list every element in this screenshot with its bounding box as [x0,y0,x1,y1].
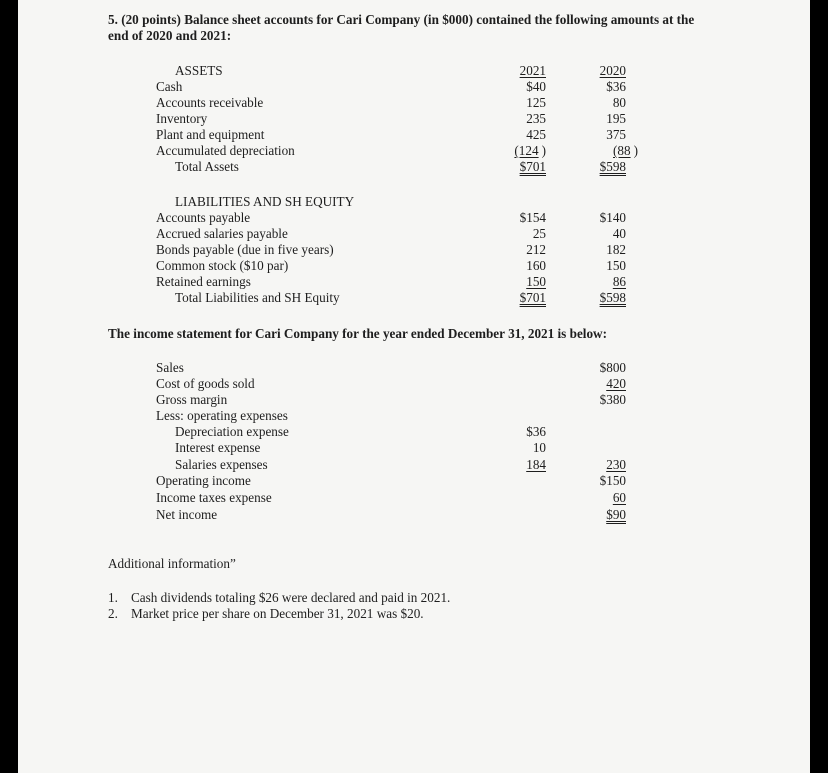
additional-item-num: 1. [108,590,118,605]
is-cogs-right: 420 [606,376,626,391]
liab-common-2021: 160 [526,258,546,273]
asset-ar-2020: 80 [612,95,626,110]
is-label-gross: Gross margin [156,392,228,407]
liab-salaries-2021: 25 [532,226,546,241]
liab-ap-2020: $140 [599,210,626,225]
asset-label-total: Total Assets [175,159,239,174]
liab-bonds-2020: 182 [606,242,626,257]
asset-cash-2020: $36 [606,79,626,94]
asset-total-2021: $701 [519,159,546,174]
is-operating-right: $150 [599,473,626,488]
problem-line-1: 5. (20 points) Balance sheet accounts for Cari Company (in $000) contained the following amounts at the [108,12,695,27]
asset-cash-2021: $40 [526,79,546,94]
additional-item-text: Cash dividends totaling $26 were declared and paid in 2021. [131,590,451,605]
accum-dep-2020-value: (88 [613,143,631,158]
document-page [18,0,810,773]
liab-total-2020: $598 [599,290,626,305]
accum-dep-2020-close: ) [633,143,638,158]
additional-item-text: Market price per share on December 31, 2021 was $20. [131,606,424,621]
asset-accum-dep-2021 [486,143,546,159]
is-taxes-right: 60 [612,490,626,505]
liab-label-common: Common stock ($10 par) [156,258,289,273]
is-label-cogs: Cost of goods sold [156,376,255,391]
is-label-depreciation: Depreciation expense [175,424,289,439]
liab-bonds-2021: 212 [526,242,546,257]
income-intro: The income statement for Cari Company for the year ended December 31, 2021 is below: [108,326,607,341]
asset-accum-dep-2020 [566,143,638,159]
liab-label-retained: Retained earnings [156,274,251,289]
is-label-net: Net income [156,507,218,522]
liab-label-total: Total Liabilities and SH Equity [175,290,340,305]
liab-common-2020: 150 [606,258,626,273]
asset-inventory-2020: 195 [606,111,626,126]
additional-heading: Additional information” [108,556,236,571]
is-interest-mid: 10 [532,440,546,455]
col-header-2021: 2021 [519,63,546,78]
additional-item-num: 2. [108,606,118,621]
is-label-taxes: Income taxes expense [156,490,272,505]
is-label-salaries: Salaries expenses [175,457,268,472]
asset-label-plant: Plant and equipment [156,127,265,142]
liab-salaries-2020: 40 [612,226,626,241]
liab-retained-2021: 150 [526,274,546,289]
is-label-sales: Sales [156,360,184,375]
liab-label-bonds: Bonds payable (due in five years) [156,242,334,257]
asset-label-inventory: Inventory [156,111,208,126]
liab-retained-2020: 86 [612,274,626,289]
liab-heading: LIABILITIES AND SH EQUITY [175,194,355,209]
problem-line-2: end of 2020 and 2021: [108,28,232,43]
is-label-less-opex: Less: operating expenses [156,408,288,423]
asset-inventory-2021: 235 [526,111,546,126]
asset-ar-2021: 125 [526,95,546,110]
is-sales-right: $800 [599,360,626,375]
liab-ap-2021: $154 [519,210,546,225]
asset-label-accum-dep: Accumulated depreciation [156,143,295,158]
asset-plant-2021: 425 [526,127,546,142]
is-salaries-mid: 184 [526,457,546,472]
is-gross-right: $380 [599,392,626,407]
is-depreciation-mid: $36 [526,424,546,439]
col-header-2020: 2020 [599,63,626,78]
asset-total-2020: $598 [599,159,626,174]
liab-label-salaries: Accrued salaries payable [156,226,288,241]
asset-label-ar: Accounts receivable [156,95,264,110]
asset-label-cash: Cash [156,79,183,94]
accum-dep-2021-value: (124 [514,143,539,158]
liab-label-ap: Accounts payable [156,210,251,225]
is-label-interest: Interest expense [175,440,261,455]
liab-total-2021: $701 [519,290,546,305]
is-net-right: $90 [606,507,626,522]
accum-dep-2021-close: ) [541,143,546,158]
is-salaries-right: 230 [606,457,626,472]
assets-heading: ASSETS [175,63,223,78]
asset-plant-2020: 375 [606,127,626,142]
is-label-operating: Operating income [156,473,251,488]
